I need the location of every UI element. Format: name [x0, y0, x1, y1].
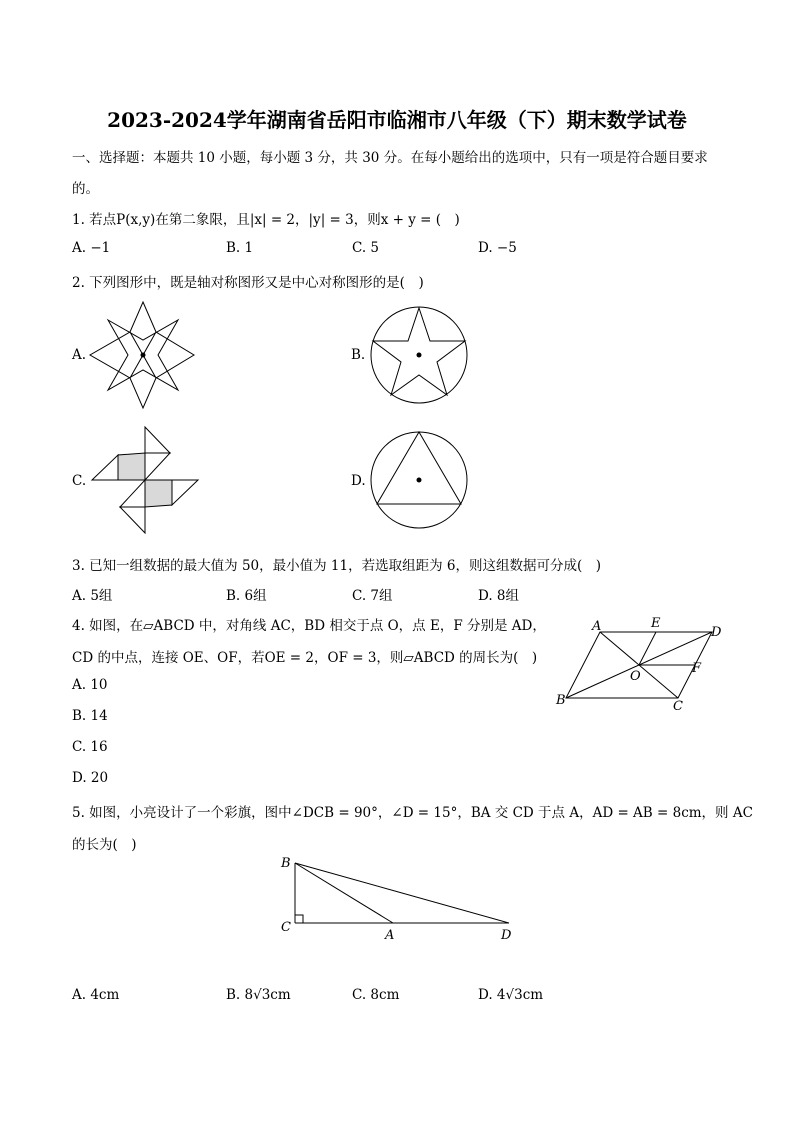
- label-d: D: [501, 928, 512, 943]
- q4-option-c: C. 16: [72, 739, 108, 755]
- question-3-stem: 3. 已知一组数据的最大值为 50，最小值为 11，若选取组距为 6，则这组数据可分成( ): [72, 558, 602, 574]
- label-f: F: [692, 661, 702, 676]
- eight-point-star-figure: [88, 300, 198, 410]
- q2-option-b-label: B.: [351, 347, 366, 363]
- q2-option-c-label: C.: [72, 473, 87, 489]
- q5-option-c: C. 8cm: [352, 987, 400, 1003]
- question-5-stem-cont: 的长为( ): [72, 837, 137, 853]
- q5-option-d: D. 4√3cm: [478, 987, 544, 1003]
- star-in-circle-figure: [369, 305, 469, 405]
- section-heading: 一、选择题：本题共 10 小题，每小题 3 分，共 30 分。在每小题给出的选项中，只有一项是符合题目要求: [72, 150, 708, 166]
- pinwheel-figure: [90, 425, 200, 535]
- label-a: A: [592, 619, 602, 634]
- q1-option-a: A. −1: [72, 240, 111, 256]
- q1-option-c: C. 5: [352, 240, 380, 256]
- q3-option-b: B. 6组: [226, 588, 267, 604]
- question-1-stem: 1. 若点P(x,y)在第二象限，且|x| = 2，|y| = 3，则x + y = ( ): [72, 212, 460, 228]
- label-d: D: [711, 625, 722, 640]
- question-4-stem-cont: CD 的中点，连接 OE、OF，若OE = 2，OF = 3，则▱ABCD 的周长为( ): [72, 650, 538, 666]
- label-b: B: [556, 693, 566, 708]
- q3-option-c: C. 7组: [352, 588, 393, 604]
- q3-option-d: D. 8组: [478, 588, 520, 604]
- q2-option-a-label: A.: [72, 347, 87, 363]
- question-5-stem: 5. 如图，小亮设计了一个彩旗，图中∠DCB = 90°，∠D = 15°，BA 交 CD 于点 A，AD = AB = 8cm，则 AC: [72, 805, 753, 821]
- q1-option-d: D. −5: [478, 240, 517, 256]
- triangle-in-circle-figure: [369, 430, 469, 530]
- label-b: B: [281, 856, 291, 871]
- question-2-stem: 2. 下列图形中，既是轴对称图形又是中心对称图形的是( ): [72, 275, 424, 291]
- q4-option-d: D. 20: [72, 770, 109, 786]
- q5-option-a: A. 4cm: [72, 987, 120, 1003]
- label-c: C: [673, 699, 683, 714]
- triangle-flag-figure: [275, 855, 525, 945]
- q2-option-d-label: D.: [351, 473, 366, 489]
- q1-option-b: B. 1: [226, 240, 254, 256]
- page-title: 2023-2024学年湖南省岳阳市临湘市八年级（下）期末数学试卷: [107, 108, 687, 132]
- q3-option-a: A. 5组: [72, 588, 113, 604]
- q4-option-a: A. 10: [72, 677, 108, 693]
- label-a: A: [385, 928, 395, 943]
- parallelogram-figure: [552, 614, 732, 714]
- label-o: O: [630, 669, 641, 684]
- section-heading-cont: 的。: [72, 181, 99, 197]
- label-c: C: [281, 920, 291, 935]
- q4-option-b: B. 14: [72, 708, 108, 724]
- q5-option-b: B. 8√3cm: [226, 987, 291, 1003]
- label-e: E: [651, 616, 661, 631]
- question-4-stem: 4. 如图，在▱ABCD 中，对角线 AC，BD 相交于点 O，点 E，F 分别是 AD，: [72, 618, 546, 634]
